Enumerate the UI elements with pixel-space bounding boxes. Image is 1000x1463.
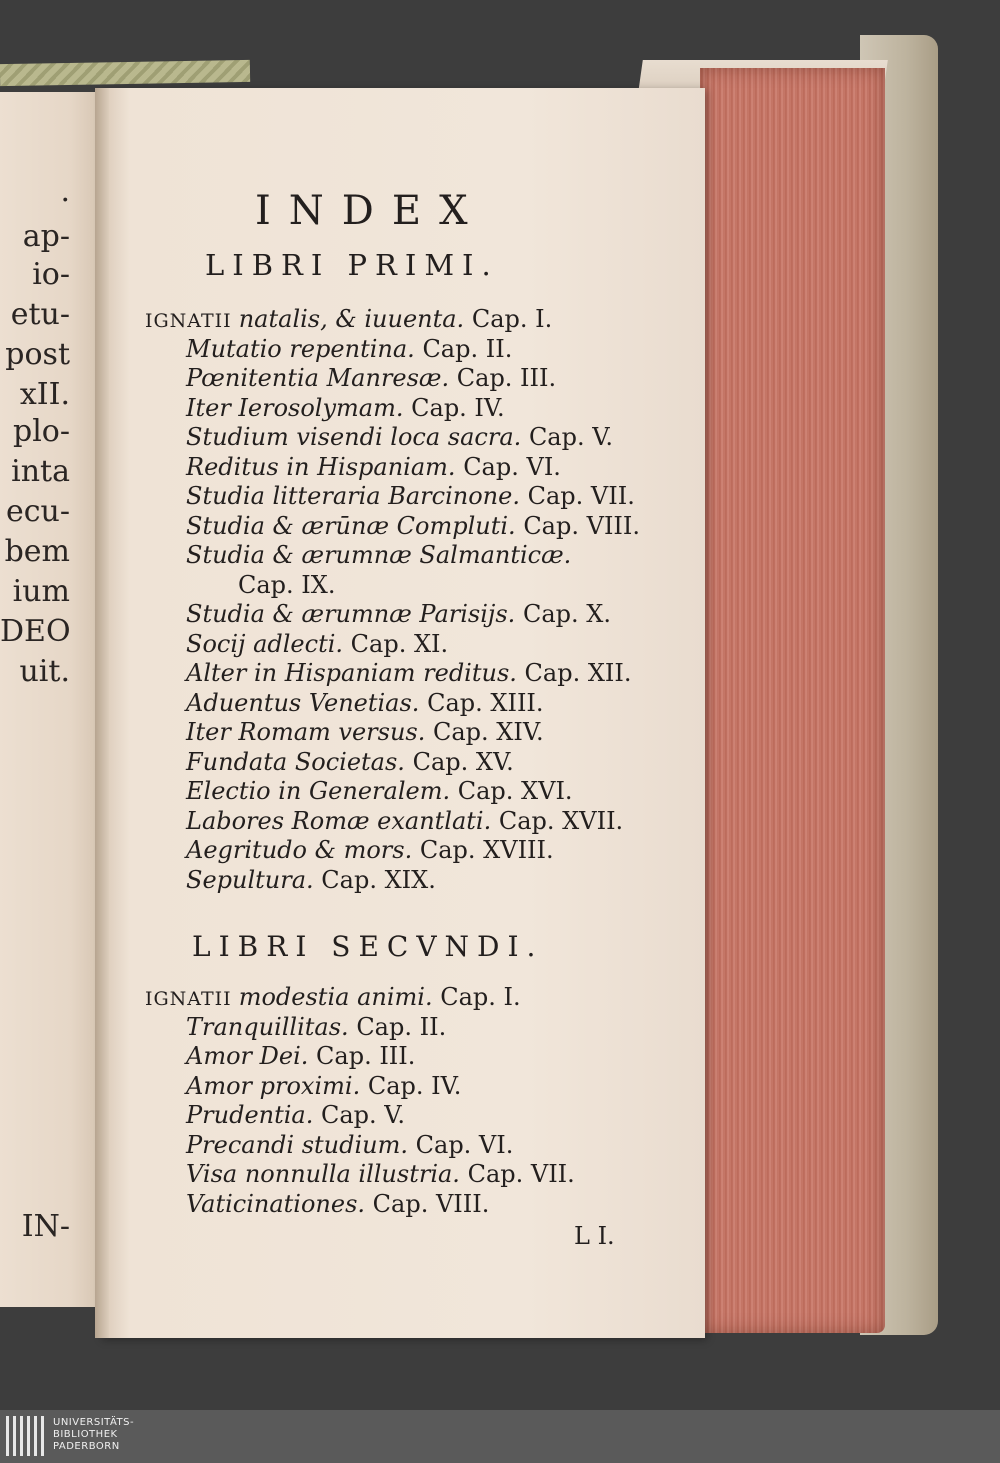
entry-chapter: Cap. IV. [411, 393, 505, 422]
entry-title: Aegritudo & mors. [186, 836, 413, 864]
left-page-fragment: uit. [19, 654, 70, 689]
index-entry [186, 482, 635, 510]
index-entry [186, 689, 544, 717]
entry-chapter: Cap. VIII. [372, 1189, 490, 1218]
entry-chapter: Cap. XI. [350, 629, 449, 658]
index-entry [186, 866, 436, 894]
entry-chapter: Cap. XII. [524, 659, 632, 687]
index-entry [145, 305, 552, 333]
index-entry [186, 335, 512, 363]
index-entry [186, 423, 613, 451]
entry-chapter: Cap. V. [528, 423, 613, 451]
entry-title: Labores Romæ exantlati. [186, 806, 492, 835]
entry-chapter: Cap. I. [440, 983, 521, 1011]
index-entry [186, 1013, 446, 1041]
entry-title: Studia & ærumnæ Parisijs. [186, 600, 516, 628]
left-page-fragment: DEO [0, 614, 71, 649]
left-page-fragment: . [60, 174, 70, 209]
book2-heading: LIBRI SECVNDI. [192, 930, 544, 963]
entry-title: Electio in Generalem. [186, 777, 451, 805]
entry-title: Iter Romam versus. [186, 718, 426, 746]
entry-title: Studium visendi loca sacra. [186, 423, 522, 451]
entry-chapter: Cap. XIV. [433, 718, 544, 746]
index-entry [186, 453, 561, 481]
page-gutter [95, 88, 109, 1338]
entry-title: Socij adlecti. [186, 629, 344, 658]
index-title: INDEX [255, 188, 486, 234]
index-entry [186, 1190, 489, 1218]
entry-title: Studia & ærūnæ Compluti. [186, 511, 516, 540]
index-entry [186, 600, 611, 628]
entry-chapter: Cap. VI. [463, 452, 561, 481]
entry-chapter: Cap. XV. [412, 747, 514, 776]
entry-chapter: Cap. V. [321, 1101, 406, 1129]
index-entry [186, 1072, 461, 1100]
signature-mark: L I. [574, 1222, 615, 1250]
entry-title: Vaticinationes. [186, 1189, 366, 1218]
ribbon-bookmark [0, 60, 250, 86]
index-entry [186, 630, 448, 658]
left-page-fragment: post [5, 337, 70, 372]
entry-chapter: Cap. II. [422, 334, 513, 363]
entry-title: Studia & ærumnæ Salmanticæ. [186, 541, 572, 569]
entry-name: IGNATII [145, 988, 239, 1010]
entry-chapter: Cap. VI. [415, 1130, 514, 1159]
library-footer [0, 1410, 1000, 1463]
index-entry [186, 718, 544, 746]
index-entry [186, 659, 632, 687]
index-entry [186, 777, 573, 805]
entry-title: Iter Ierosolymam. [186, 393, 404, 422]
entry-title: Fundata Societas. [186, 747, 405, 776]
index-entry [186, 512, 640, 540]
index-entry [186, 1131, 513, 1159]
entry-title: Reditus in Hispaniam. [186, 452, 456, 481]
index-entry [186, 394, 505, 422]
entry-chapter: Cap. III. [316, 1042, 416, 1070]
entry-chapter: Cap. VII. [527, 482, 635, 510]
index-entry [186, 1042, 415, 1070]
index-entry [186, 1160, 575, 1188]
library-name-line3: PADERBORN [53, 1441, 120, 1452]
book1-heading: LIBRI PRIMI. [205, 248, 499, 282]
entry-chapter: Cap. I. [471, 305, 553, 333]
entry-chapter: Cap. VIII. [523, 511, 641, 540]
library-name-line2: BIBLIOTHEK [53, 1429, 118, 1440]
entry-title: Sepultura. [186, 865, 314, 894]
index-entry [238, 571, 336, 599]
left-page-fragment: ium [12, 574, 70, 609]
index-entry [186, 836, 554, 864]
entry-title: Precandi studium. [186, 1130, 408, 1159]
index-entry [186, 364, 556, 392]
left-page-fragment: IN- [21, 1209, 70, 1244]
library-name-line1: UNIVERSITÄTS- [53, 1417, 135, 1428]
library-name [53, 1417, 134, 1453]
left-page-fragment: xII. [19, 377, 70, 412]
entry-title: Pœnitentia Manresæ. [186, 364, 450, 392]
entry-chapter: Cap. III. [456, 364, 557, 392]
left-page-fragment: ap- [22, 219, 70, 254]
left-page [0, 92, 100, 1307]
index-entry [186, 748, 514, 776]
entry-chapter: Cap. VII. [467, 1160, 575, 1188]
entry-title: modestia animi. [238, 983, 433, 1011]
entry-chapter: Cap. IV. [367, 1071, 462, 1100]
entry-title: Amor proximi. [186, 1071, 361, 1100]
entry-title: Aduentus Venetias. [186, 688, 420, 717]
entry-chapter: Cap. XVIII. [419, 836, 554, 864]
entry-chapter: Cap. XIX. [321, 865, 436, 894]
left-page-fragment: io- [32, 257, 70, 292]
red-page-edges [700, 68, 885, 1333]
index-entry [145, 983, 521, 1011]
entry-title: Mutatio repentina. [186, 334, 415, 363]
left-page-fragment: etu- [10, 297, 70, 332]
left-page-fragment: plo- [13, 414, 70, 449]
index-entry [186, 541, 571, 569]
index-entry [186, 807, 623, 835]
entry-title: Visa nonnulla illustria. [186, 1160, 460, 1188]
left-page-fragment: inta [11, 454, 70, 489]
entry-name: IGNATII [145, 310, 239, 332]
library-logo-icon [6, 1416, 46, 1456]
left-page-fragment: ecu- [5, 494, 70, 529]
entry-title: natalis, & iuuenta. [238, 305, 465, 333]
left-page-fragment: bem [4, 534, 70, 569]
entry-title: Amor Dei. [186, 1042, 309, 1070]
entry-chapter: Cap. XVII. [498, 806, 624, 835]
entry-chapter: Cap. X. [522, 600, 611, 628]
entry-title: Prudentia. [186, 1101, 314, 1129]
entry-title: Alter in Hispaniam reditus. [186, 659, 517, 687]
entry-chapter: Cap. XIII. [427, 688, 544, 717]
entry-chapter: Cap. IX. [238, 570, 336, 599]
entry-chapter: Cap. XVI. [457, 777, 573, 805]
entry-title: Tranquillitas. [186, 1012, 349, 1041]
entry-title: Studia litteraria Barcinone. [186, 482, 520, 510]
entry-chapter: Cap. II. [356, 1012, 447, 1041]
index-entry [186, 1101, 405, 1129]
